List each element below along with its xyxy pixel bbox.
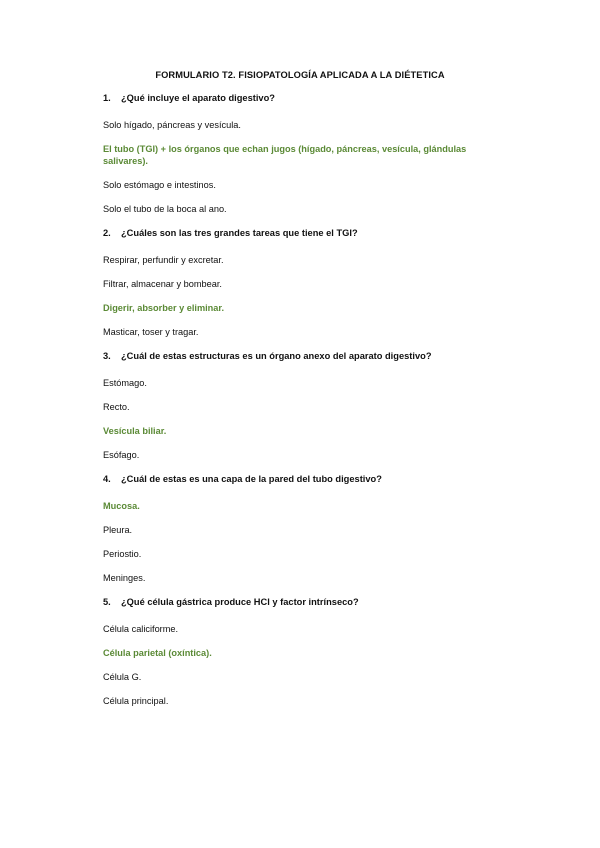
question-text: ¿Cuál de estas es una capa de la pared del tubo digestivo?	[121, 474, 382, 484]
answer-option: Solo el tubo de la boca al ano.	[103, 204, 227, 214]
answer-option: Masticar, toser y tragar.	[103, 327, 199, 337]
question-number: 4.	[103, 474, 111, 484]
answer-option: Estómago.	[103, 378, 147, 388]
answer-option: Filtrar, almacenar y bombear.	[103, 279, 222, 289]
question-number: 3.	[103, 351, 111, 361]
question-block-2	[103, 227, 493, 338]
document-title: FORMULARIO T2. FISIOPATOLOGÍA APLICADA A LA DIÉTETICA	[155, 70, 445, 80]
question-3	[103, 350, 493, 362]
question-block-1	[103, 92, 493, 215]
question-text: ¿Qué incluye el aparato digestivo?	[121, 93, 275, 103]
answer-option: Solo estómago e intestinos.	[103, 180, 216, 190]
question-block-5	[103, 596, 493, 707]
question-block-4	[103, 473, 493, 584]
answer-option-correct: Vesícula biliar.	[103, 426, 167, 436]
question-5	[103, 596, 493, 608]
question-4	[103, 473, 493, 485]
answer-option-correct: Mucosa.	[103, 501, 140, 511]
question-block-3	[103, 350, 493, 461]
question-text: ¿Qué célula gástrica produce HCl y factor intrínseco?	[121, 597, 359, 607]
question-number: 5.	[103, 597, 111, 607]
question-number: 1.	[103, 93, 111, 103]
question-number: 2.	[103, 228, 111, 238]
answer-option: Periostio.	[103, 549, 142, 559]
question-1	[103, 92, 493, 104]
answer-option: Recto.	[103, 402, 130, 412]
question-text: ¿Cuál de estas estructuras es un órgano anexo del aparato digestivo?	[121, 351, 432, 361]
answer-option: Esófago.	[103, 450, 140, 460]
question-2	[103, 227, 493, 239]
answer-option: Célula principal.	[103, 696, 169, 706]
answer-option: Solo hígado, páncreas y vesícula.	[103, 120, 241, 130]
answer-option: Meninges.	[103, 573, 146, 583]
answer-option-correct: El tubo (TGI) + los órganos que echan jugos (hígado, páncreas, vesícula, glándulas salivares).	[103, 144, 467, 166]
answer-option: Respirar, perfundir y excretar.	[103, 255, 224, 265]
answer-option: Célula G.	[103, 672, 142, 682]
answer-option: Pleura.	[103, 525, 133, 535]
answer-option: Célula caliciforme.	[103, 624, 179, 634]
answer-option-correct: Célula parietal (oxíntica).	[103, 648, 212, 658]
question-text: ¿Cuáles son las tres grandes tareas que tiene el TGI?	[121, 228, 358, 238]
answer-option-correct: Digerir, absorber y eliminar.	[103, 303, 225, 313]
quiz-content	[103, 92, 493, 719]
